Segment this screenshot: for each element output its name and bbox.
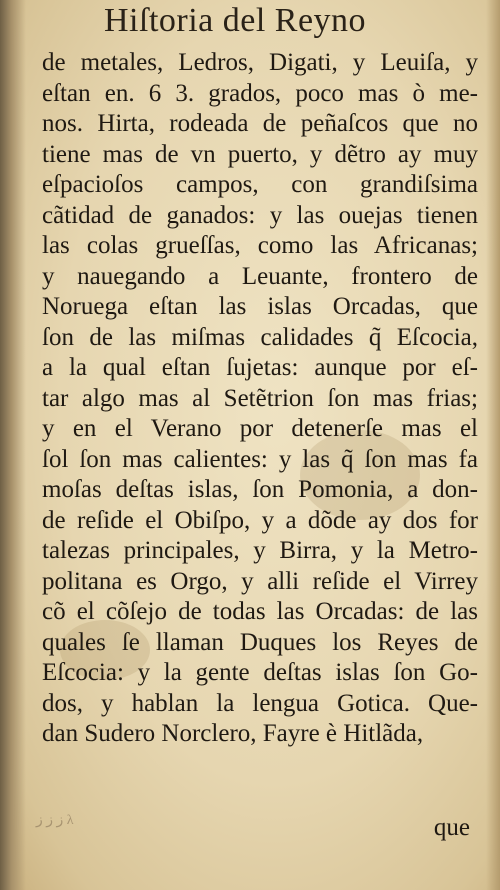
text-line: ſol ſon mas calientes: y las q̃ ſon mas fa (42, 445, 478, 473)
text-line: moſas deſtas islas, ſon Pomonia, a don- (42, 476, 478, 503)
body-text (42, 48, 478, 750)
text-line: Noruega eſtan las islas Orcadas, que (42, 293, 478, 320)
text-line: quales ſe llaman Duques los Reyes de (42, 628, 478, 656)
text-line: y nauegando a Leuante, frontero de (42, 262, 478, 290)
text-line: dan Sudero Norclero, Fayre è Hitlãda, (42, 720, 424, 747)
text-line: de metales, Ledros, Digati, y Leuiſa, y (42, 49, 478, 76)
running-head: Hiſtoria del Reyno (104, 2, 367, 39)
text-line: y en el Verano por detenerſe mas el (42, 415, 478, 442)
text-line: tar algo mas al Setẽtrion ſon mas frias; (42, 384, 478, 412)
text-line: de reſide el Obiſpo, y a dõde ay dos for (42, 506, 478, 534)
text-line: Eſcocia: y la gente deſtas islas ſon Go- (42, 659, 478, 686)
text-line: nos. Hirta, rodeada de peñaſcos que no (42, 110, 478, 137)
text-line: tiene mas de vn puerto, y dẽtro ay muy (42, 140, 478, 168)
text-line: eſpacioſos campos, con grandiſsima (42, 171, 478, 198)
catchword: que (433, 814, 470, 841)
text-line: a la qual eſtan ſujetas: aunque por eſ- (42, 354, 478, 381)
text-line: talezas principales, y Birra, y la Metro- (42, 537, 478, 564)
text-line: las colas grueſſas, como las Africanas; (42, 232, 478, 259)
text-line: ſon de las miſmas calidades q̃ Eſcocia, (42, 323, 478, 351)
text-line: dos, y hablan la lengua Gotica. Que- (42, 689, 478, 717)
text-line: politana es Orgo, y alli reſide el Virrey (42, 567, 478, 595)
text-line: cõ el cõſejo de todas las Orcadas: de las (42, 598, 478, 625)
faint-printer-marks: ﺯ ﺯ ز λ (36, 813, 78, 828)
text-line: cãtidad de ganados: y las ouejas tienen (42, 201, 478, 229)
text-line: eſtan en. 6 3. grados, poco mas ò me- (42, 79, 478, 107)
